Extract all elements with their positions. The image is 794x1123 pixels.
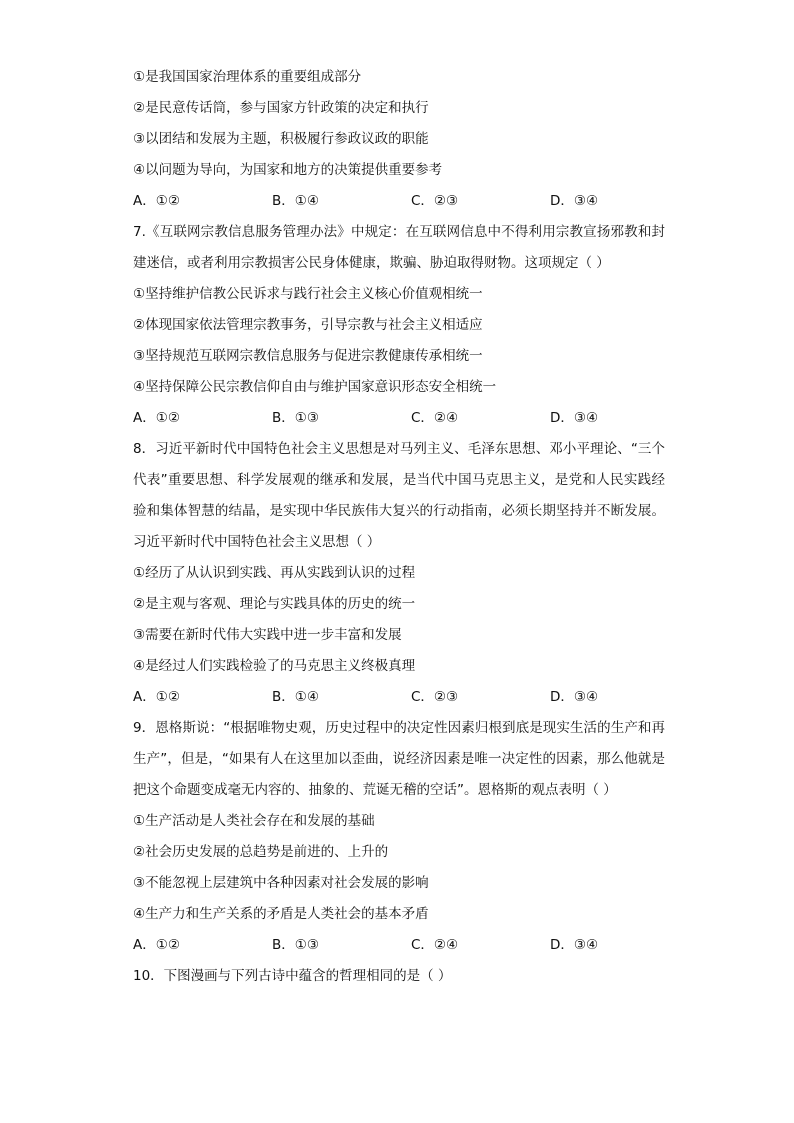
q7-option-4: ④坚持保障公民宗教信仰自由与维护国家意识形态安全相统一 [133, 379, 497, 395]
q9-option-4: ④生产力和生产关系的矛盾是人类社会的基本矛盾 [133, 906, 429, 922]
q7-choice-c: C．②④ [411, 410, 459, 426]
q9-choice-c: C．②④ [411, 937, 459, 953]
q9-stem: 9．恩格斯说：“根据唯物史观，历史过程中的决定性因素归根到底是现实生活的生产和再生产”，但是，“如果有人在这里加以歪曲，说经济因素是唯一决定性的因素，那么他就是把这个命题变成毫无内容的、抽象的、荒诞无稽的空话”。恩格斯的观点表明（ ） [133, 720, 665, 798]
q8-option-3: ③需要在新时代伟大实践中进一步丰富和发展 [133, 627, 402, 643]
q9-choice-b: B．①③ [272, 937, 319, 953]
q9-option-2: ②社会历史发展的总趋势是前进的、上升的 [133, 844, 389, 860]
q7-choice-d: D．③④ [550, 410, 599, 426]
q7-choice-b: B．①③ [272, 410, 319, 426]
exam-page [133, 62, 665, 992]
q7-option-2: ②体现国家依法管理宗教事务，引导宗教与社会主义相适应 [133, 317, 483, 333]
q8-choices [133, 682, 665, 713]
q9-choice-d: D．③④ [550, 937, 599, 953]
question-8 [133, 434, 665, 713]
q7-option-1: ①坚持维护信教公民诉求与践行社会主义核心价值观相统一 [133, 286, 483, 302]
q9-choices [133, 930, 665, 961]
q8-option-1: ①经历了从认识到实践、再从实践到认识的过程 [133, 565, 416, 581]
q6-option-2: ②是民意传话筒，参与国家方针政策的决定和执行 [133, 100, 429, 116]
q8-choice-c: C．②③ [411, 689, 459, 705]
q7-stem: 7.《互联网宗教信息服务管理办法》中规定：在互联网信息中不得利用宗教宣扬邪教和封建迷信，或者利用宗教损害公民身体健康，欺骗、胁迫取得财物。这项规定（ ） [133, 224, 665, 271]
q8-stem: 8．习近平新时代中国特色社会主义思想是对马列主义、毛泽东思想、邓小平理论、“三个代表”重要思想、科学发展观的继承和发展，是当代中国马克思主义，是党和人民实践经验和集体智慧的结晶，是实现中华民族伟大复兴的行动指南，必须长期坚持并不断发展。习近平新时代中国特色社会主义思想（ ） [133, 441, 665, 550]
q6-choice-d: D．③④ [550, 193, 599, 209]
q8-choice-d: D．③④ [550, 689, 599, 705]
question-9 [133, 713, 665, 961]
q8-option-2: ②是主观与客观、理论与实践具体的历史的统一 [133, 596, 416, 612]
q10-stem: 10．下图漫画与下列古诗中蕴含的哲理相同的是（ ） [133, 968, 452, 984]
q7-choices [133, 403, 665, 434]
q6-option-1: ①是我国国家治理体系的重要组成部分 [133, 69, 362, 85]
q8-choice-b: B．①④ [272, 689, 319, 705]
q6-choices [133, 186, 665, 217]
q8-choice-a: A．①② [133, 689, 180, 705]
q8-option-4: ④是经过人们实践检验了的马克思主义终极真理 [133, 658, 416, 674]
q7-option-3: ③坚持规范互联网宗教信息服务与促进宗教健康传承相统一 [133, 348, 483, 364]
q6-choice-b: B．①④ [272, 193, 319, 209]
q9-option-3: ③不能忽视上层建筑中各种因素对社会发展的影响 [133, 875, 429, 891]
question-10 [133, 961, 665, 992]
q6-option-4: ④以问题为导向，为国家和地方的决策提供重要参考 [133, 162, 443, 178]
q6-option-3: ③以团结和发展为主题，积极履行参政议政的职能 [133, 131, 429, 147]
q9-option-1: ①生产活动是人类社会存在和发展的基础 [133, 813, 375, 829]
q6-choice-c: C．②③ [411, 193, 459, 209]
question-6 [133, 62, 665, 217]
q9-choice-a: A．①② [133, 937, 180, 953]
q7-choice-a: A．①② [133, 410, 180, 426]
q6-choice-a: A．①② [133, 193, 180, 209]
question-7 [133, 217, 665, 434]
